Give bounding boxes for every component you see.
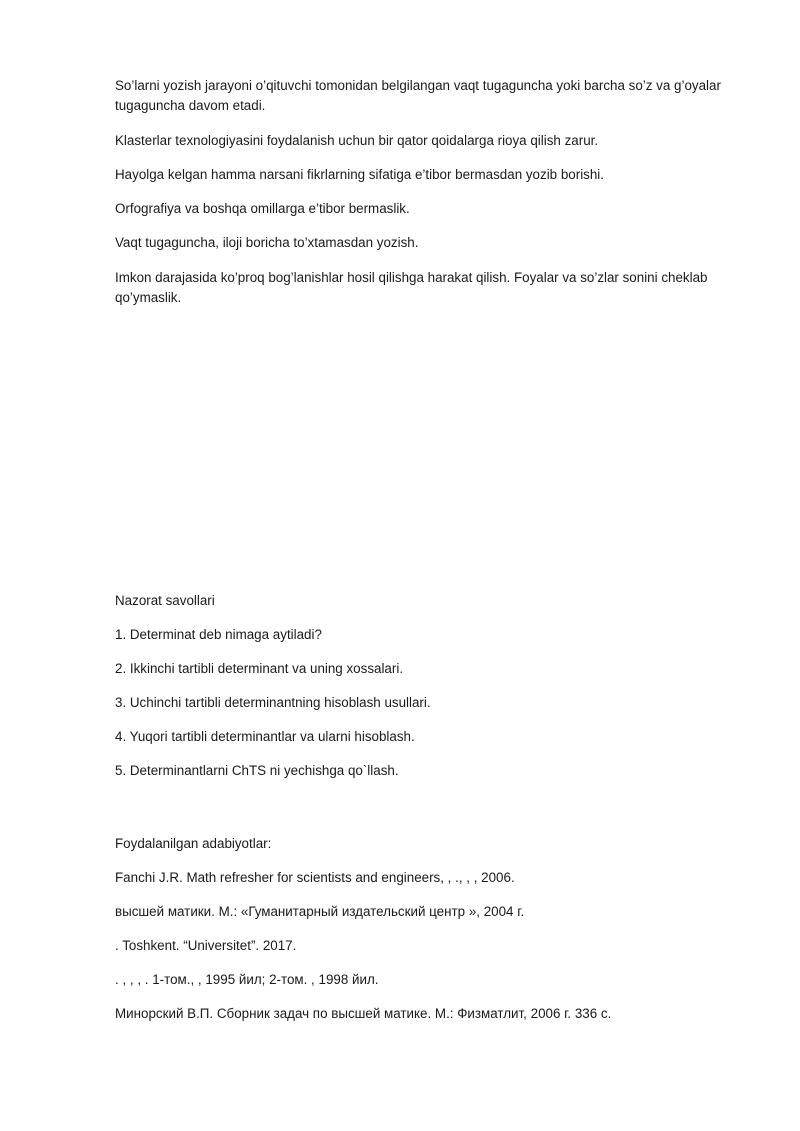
question-item-2: 2. Ikkinchi tartibli determinant va uning xossalari. — [115, 661, 404, 676]
intro-paragraph-2: Klasterlar texnologiyasini foydalanish uchun bir qator qoidalarga rioya qilish zarur. — [115, 133, 599, 148]
intro-paragraph-1: So’larni yozish jarayoni o’qituvchi tomonidan belgilangan vaqt tugaguncha yoki barcha so’z va g’oyalar tugaguncha davom etadi. — [115, 78, 721, 113]
intro-paragraph-5: Vaqt tugaguncha, iloji boricha to’xtamasdan yozish. — [115, 235, 419, 250]
reference-item-5: Минорский В.П. Сборник задач по высшей матике. М.: Физматлит, 2006 г. 336 с. — [115, 1006, 612, 1021]
reference-item-2: высшей матики. М.: «Гуманитарный издательский центр », 2004 г. — [115, 904, 525, 919]
references-heading: Foydalanilgan adabiyotlar: — [115, 836, 272, 851]
intro-paragraph-4: Orfografiya va boshqa omillarga e’tibor bermaslik. — [115, 201, 410, 216]
question-item-1: 1. Determinat deb nimaga aytiladi? — [115, 627, 322, 642]
reference-item-4: . , , , . 1-том., , 1995 йил; 2-том. , 1998 йил. — [115, 972, 379, 987]
question-item-3: 3. Uchinchi tartibli determinantning hisoblash usullari. — [115, 695, 431, 710]
question-item-5: 5. Determinantlarni ChTS ni yechishga qo`llash. — [115, 763, 399, 778]
intro-paragraph-3: Hayolga kelgan hamma narsani fikrlarning sifatiga e’tibor bermasdan yozib borishi. — [115, 167, 605, 182]
reference-item-1: Fanchi J.R. Math refresher for scientists and engineers, , ., , , 2006. — [115, 870, 515, 885]
intro-paragraph-6: Imkon darajasida ko’proq bog’lanishlar hosil qilishga harakat qilish. Foyalar va so’zlar sonini cheklab qo’ymaslik. — [115, 270, 708, 305]
question-item-4: 4. Yuqori tartibli determinantlar va ularni hisoblash. — [115, 729, 415, 744]
reference-item-3: . Toshkent. “Universitet”. 2017. — [115, 938, 297, 953]
questions-heading: Nazorat savollari — [115, 593, 215, 608]
